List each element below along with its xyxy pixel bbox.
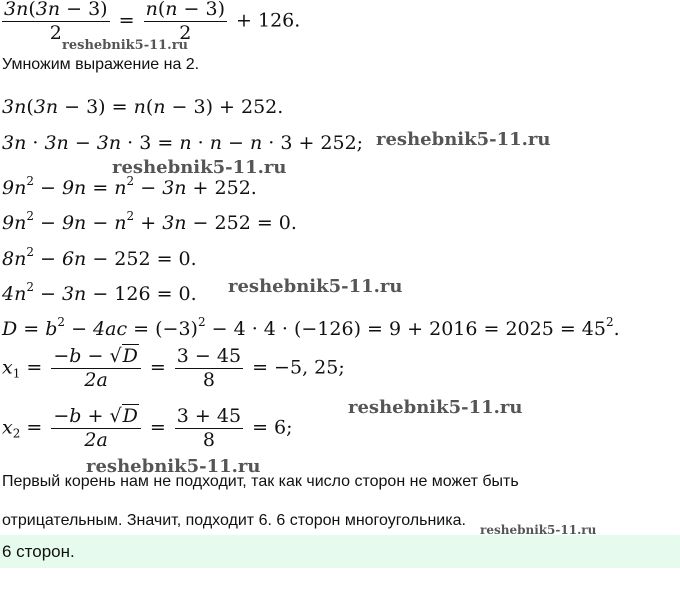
- equation-line-3: 3n · 3n − 3n · 3 = n · n − n · 3 + 252;: [2, 132, 364, 154]
- watermark: reshebnik5-11.ru: [62, 38, 189, 53]
- watermark: reshebnik5-11.ru: [228, 276, 403, 297]
- equation-line-4: $9n^2 - 9n = n^2 - 3n + 252$.: [2, 174, 257, 199]
- discriminant-line: $D = b^2 - 4ac = (-3)^2 - 4 \cdot 4 \cdot (-126) = 9 + 2016 = 2025 = 45^2$.: [2, 315, 620, 340]
- watermark: reshebnik5-11.ru: [376, 129, 551, 150]
- equation-line-5: $9n^2 - 9n - n^2 + 3n - 252 = 0$.: [2, 209, 297, 234]
- watermark: reshebnik5-11.ru: [86, 456, 261, 477]
- equation-line-2: 3n(3n − 3) = n(n − 3) + 252.: [2, 96, 284, 118]
- watermark: reshebnik5-11.ru: [112, 157, 287, 178]
- equation-line-7: $4n^2 - 3n - 126 = 0$.: [2, 280, 197, 305]
- multiply-note: Умножим выражение на 2.: [2, 56, 200, 73]
- conclusion-line-1: Первый корень нам не подходит, так как число сторон не может быть: [2, 473, 519, 490]
- watermark: reshebnik5-11.ru: [348, 397, 523, 418]
- watermark: reshebnik5-11.ru: [480, 523, 597, 537]
- equation-line-6: $8n^2 - 6n - 252 = 0$.: [2, 245, 197, 270]
- equation-line-1: $\frac{3n(3n - 3)}{2}$ = $\frac{n(n - 3)}{2}$ + 126.: [4, 0, 301, 44]
- conclusion-line-2: отрицательным. Значит, подходит 6. 6 сторон многоугольника.: [2, 512, 466, 529]
- answer-box: 6 сторон.: [0, 535, 680, 568]
- root-x2-line: $x_2$ = $\frac{-b + √D}{2a}$ = $\frac{3 + 45}{8}$ = 6;: [2, 405, 293, 451]
- root-x1-line: $x_1$ = $\frac{-b - √D}{2a}$ = $\frac{3 - 45}{8}$ = −5, 25;: [2, 345, 345, 391]
